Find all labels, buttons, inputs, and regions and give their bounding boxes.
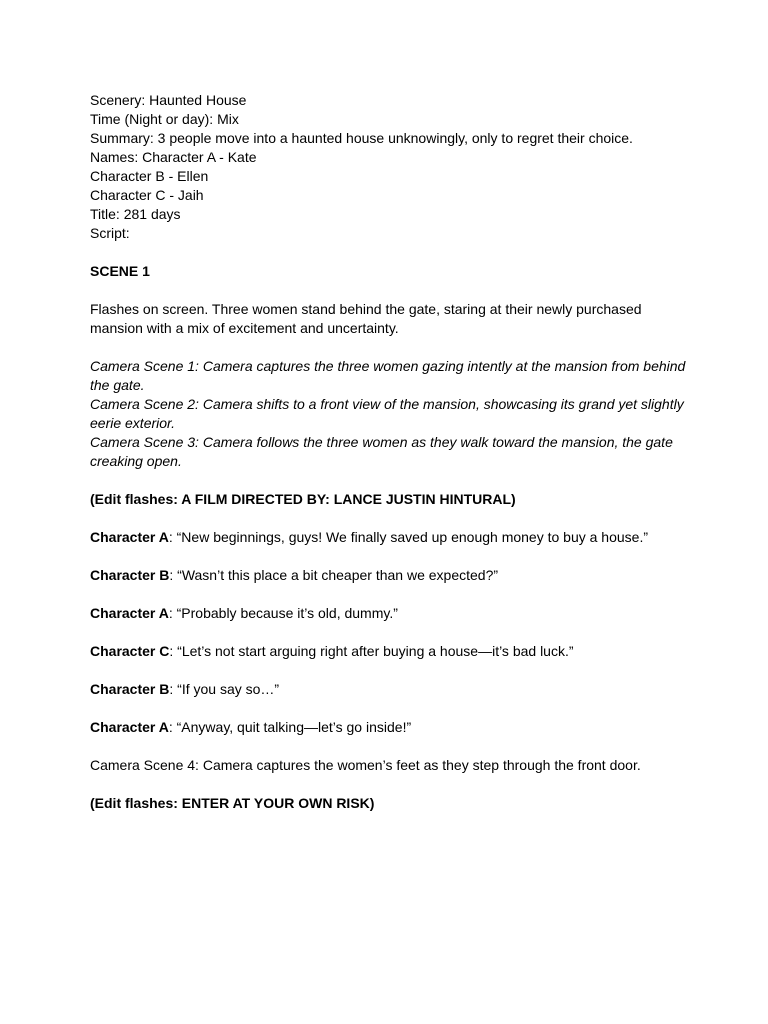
dialogue-line [90, 566, 690, 585]
script-label: Script: [90, 225, 130, 241]
scenery-line: Scenery: Haunted House [90, 92, 247, 108]
dialogue-text: : “Probably because it’s old, dummy.” [168, 605, 398, 621]
names-character-b: Character B - Ellen [90, 168, 209, 184]
dialogue-line [90, 642, 690, 661]
speaker-name: Character A [90, 719, 169, 735]
dialogue-line [90, 718, 690, 737]
speaker-name: Character B [90, 681, 170, 697]
dialogue-text: : “Anyway, quit talking—let’s go inside!” [168, 719, 412, 735]
camera-scene-3: Camera Scene 3: Camera follows the three women as they walk toward the mansion, the gate creaking open. [90, 434, 673, 469]
speaker-name: Character B [90, 567, 170, 583]
names-character-a: Names: Character A - Kate [90, 149, 257, 165]
dialogue-text: : “Wasn’t this place a bit cheaper than we expected?” [169, 567, 499, 583]
dialogue-line [90, 528, 690, 547]
title-line: Title: 281 days [90, 206, 181, 222]
speaker-name: Character C [90, 643, 170, 659]
speaker-name: Character A [90, 605, 169, 621]
dialogue-text: : “New beginnings, guys! We finally saved up enough money to buy a house.” [168, 529, 648, 545]
time-line: Time (Night or day): Mix [90, 111, 239, 127]
scene-heading: SCENE 1 [90, 263, 150, 279]
dialogue-line [90, 604, 690, 623]
intro-paragraph: Flashes on screen. Three women stand behind the gate, staring at their newly purchased mansion with a mix of excitement and uncertainty. [90, 301, 642, 336]
names-character-c: Character C - Jaih [90, 187, 204, 203]
camera-scene-1: Camera Scene 1: Camera captures the three women gazing intently at the mansion from behind the gate. [90, 358, 686, 393]
camera-scene-4: Camera Scene 4: Camera captures the women’s feet as they step through the front door. [90, 757, 641, 773]
speaker-name: Character A [90, 529, 169, 545]
dialogue-text: : “Let’s not start arguing right after buying a house—it’s bad luck.” [169, 643, 574, 659]
summary-line: Summary: 3 people move into a haunted house unknowingly, only to regret their choice. [90, 130, 633, 146]
dialogue-text: : “If you say so…” [169, 681, 280, 697]
dialogue-line [90, 680, 690, 699]
script-document [90, 91, 690, 813]
camera-scene-2: Camera Scene 2: Camera shifts to a front view of the mansion, showcasing its grand yet slightly eerie exterior. [90, 396, 684, 431]
edit-flash-directed-by: (Edit flashes: A FILM DIRECTED BY: LANCE JUSTIN HINTURAL) [90, 491, 516, 507]
edit-flash-enter: (Edit flashes: ENTER AT YOUR OWN RISK) [90, 795, 375, 811]
